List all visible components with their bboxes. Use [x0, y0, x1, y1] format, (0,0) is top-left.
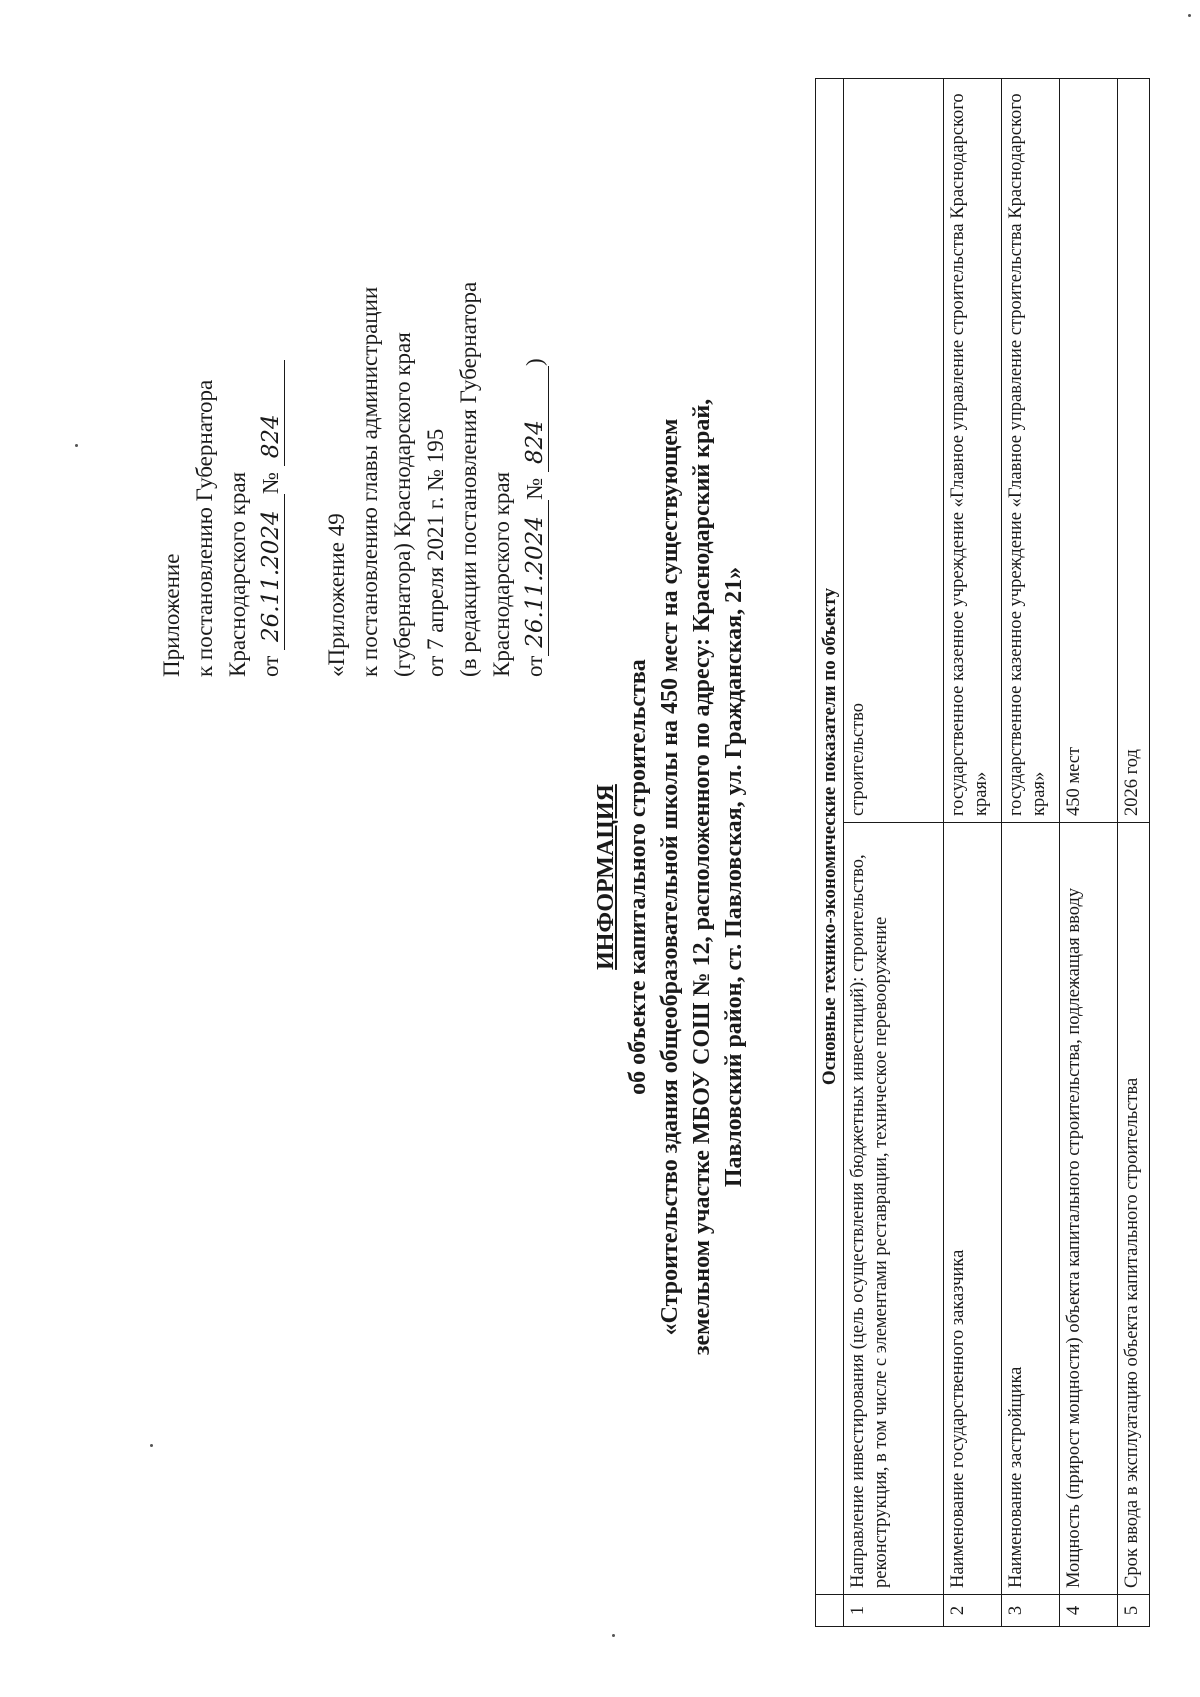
scan-speck: [612, 1634, 615, 1637]
table-row: [1060, 78, 1118, 1626]
table-section-header: Основные технико-экономические показатели по объекту: [816, 78, 844, 1594]
appendix-line: «Приложение 49: [324, 513, 349, 677]
row-number: 5: [1118, 1595, 1150, 1627]
row-value: государственное казенное учреждение «Главное управление строительства Краснодарского края»: [944, 78, 1002, 822]
title-line: «Строительство здания общеобразовательной школы на 450 мест на существующем: [657, 418, 683, 1336]
appendix-line: (губернатора) Краснодарского края: [390, 332, 415, 677]
row-number: 2: [944, 1595, 1002, 1627]
approval-date-line: [254, 57, 287, 677]
title-line: Павловский район, ст. Павловская, ул. Гражданская, 21»: [721, 566, 747, 1188]
row-label: Мощность (прирост мощности) объекта капитального строительства, подлежащая вводу: [1060, 823, 1118, 1595]
row-value: 450 мест: [1060, 78, 1118, 822]
document-title: [590, 287, 750, 1467]
row-value: строительство: [844, 78, 944, 822]
table-row: [1118, 78, 1150, 1626]
indicators-table: [815, 78, 1150, 1627]
row-value: государственное казенное учреждение «Главное управление строительства Краснодарского края»: [1002, 78, 1060, 822]
row-value: 2026 год: [1118, 78, 1150, 822]
number-label: №: [258, 472, 283, 494]
table-section-header-row: [816, 78, 844, 1626]
table-cell: [816, 1595, 844, 1627]
number-label: №: [522, 477, 547, 500]
scan-speck: [75, 444, 78, 447]
row-number: 3: [1002, 1595, 1060, 1627]
appendix-line: (в редакции постановления Губернатора: [456, 281, 481, 677]
row-label: Наименование застройщика: [1002, 823, 1060, 1595]
handwritten-number: 824: [522, 366, 549, 472]
table-row: [844, 78, 944, 1626]
table-row: [944, 78, 1002, 1626]
appendix-line: к постановлению главы администрации: [357, 286, 382, 677]
scan-speck: [1188, 14, 1191, 17]
appendix-line: от 7 апреля 2021 г. № 195: [423, 428, 448, 677]
row-number: 4: [1060, 1595, 1118, 1627]
title-line: земельном участке МБОУ СОШ № 12, расположенного по адресу: Краснодарский край,: [689, 398, 715, 1356]
approval-line: к постановлению Губернатора: [192, 379, 217, 677]
appendix-date-line: [518, 57, 551, 677]
scan-speck: [150, 1444, 153, 1447]
row-label: Срок ввода в эксплуатацию объекта капитального строительства: [1118, 823, 1150, 1595]
date-prefix: от: [258, 655, 283, 677]
closing-paren: ): [522, 358, 547, 367]
title-line: об объекте капитального строительства: [625, 659, 651, 1095]
table-row: [1002, 78, 1060, 1626]
date-prefix: от: [522, 655, 547, 677]
page-title: ИНФОРМАЦИЯ: [593, 784, 619, 970]
row-label: Направление инвестирования (цель осуществления бюджетных инвестиций): строительство, реконструкция, в том числе с элементами реставрации, техническое перевооружение: [844, 823, 944, 1595]
handwritten-number: 824: [258, 360, 285, 466]
handwritten-date: 26.11.2024: [258, 494, 285, 650]
row-label: Наименование государственного заказчика: [944, 823, 1002, 1595]
row-number: 1: [844, 1595, 944, 1627]
appendix-line: Краснодарского края: [489, 471, 514, 677]
approval-line: Приложение: [159, 553, 184, 677]
approval-line: Краснодарского края: [225, 471, 250, 677]
approval-block: [155, 57, 551, 677]
handwritten-date: 26.11.2024: [522, 500, 549, 656]
